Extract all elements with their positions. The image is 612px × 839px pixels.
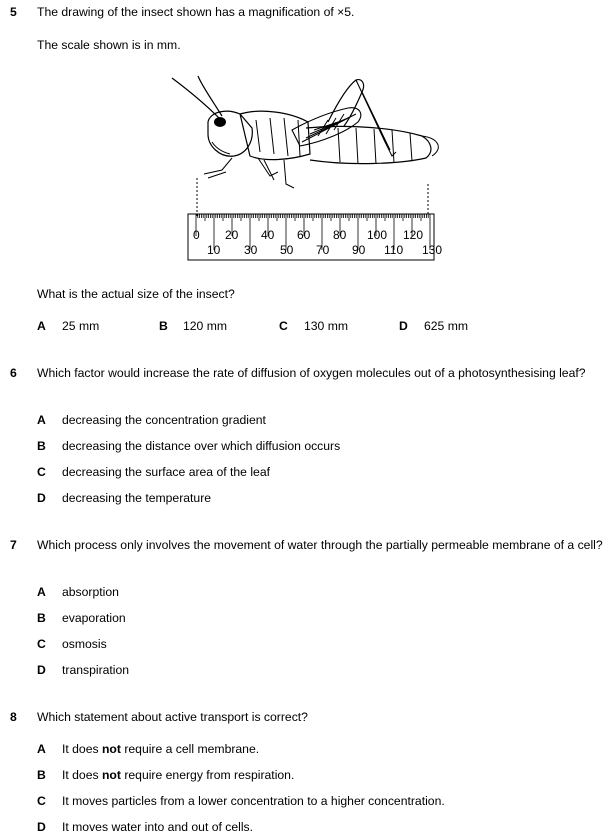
q6-option-c-text[interactable]: decreasing the surface area of the leaf <box>62 465 270 479</box>
ruler-label: 40 <box>261 228 275 242</box>
ruler-label: 10 <box>207 243 221 257</box>
q5-option-b-text[interactable]: 120 mm <box>183 319 228 333</box>
q7-option-b-letter: B <box>37 611 46 625</box>
q7-option-b-text[interactable]: evaporation <box>62 611 126 625</box>
q6-option-b-text[interactable]: decreasing the distance over which diffusion occurs <box>62 439 341 453</box>
question-8-number: 8 <box>10 710 17 724</box>
question-7-stem: Which process only involves the movement of water through the partially permeable membrane of a cell? <box>37 538 603 552</box>
ruler-label: 80 <box>333 228 347 242</box>
q5-option-a-letter: A <box>37 319 46 333</box>
q8-option-a-letter: A <box>37 742 46 756</box>
question-5-number: 5 <box>10 5 17 19</box>
q7-option-d-text[interactable]: transpiration <box>62 663 130 677</box>
question-5-stem-line-2: The scale shown is in mm. <box>37 38 181 52</box>
question-6-number: 6 <box>10 366 17 380</box>
q8-option-b-letter: B <box>37 768 46 782</box>
ruler-label: 0 <box>193 228 200 242</box>
ruler-label: 120 <box>403 228 424 242</box>
q6-option-c-letter: C <box>37 465 46 479</box>
q8-option-d-text[interactable]: It moves water into and out of cells. <box>62 820 254 834</box>
ruler-label: 50 <box>280 243 294 257</box>
ruler-label: 20 <box>225 228 239 242</box>
ruler-label: 70 <box>316 243 330 257</box>
question-8-stem: Which statement about active transport is correct? <box>37 710 308 724</box>
question-5-prompt: What is the actual size of the insect? <box>37 287 235 301</box>
q8-option-c-letter: C <box>37 794 46 808</box>
ruler-label: 100 <box>367 228 388 242</box>
q7-option-c-letter: C <box>37 637 46 651</box>
q8-option-c-text[interactable]: It moves particles from a lower concentration to a higher concentration. <box>62 794 445 808</box>
ruler-label: 110 <box>384 243 404 257</box>
q6-option-b-letter: B <box>37 439 46 453</box>
q7-option-a-text[interactable]: absorption <box>62 585 119 599</box>
ruler-label: 60 <box>297 228 311 242</box>
q6-option-d-letter: D <box>37 491 46 505</box>
q5-option-b-letter: B <box>159 319 168 333</box>
ruler-label: 130 <box>422 243 443 257</box>
q5-option-a-text[interactable]: 25 mm <box>62 319 100 333</box>
q7-option-a-letter: A <box>37 585 46 599</box>
grasshopper-figure <box>160 72 455 264</box>
q7-option-c-text[interactable]: osmosis <box>62 637 107 651</box>
question-5-stem-line-1: The drawing of the insect shown has a magnification of ×5. <box>37 5 355 19</box>
q5-option-c-text[interactable]: 130 mm <box>304 319 349 333</box>
q5-option-d-text[interactable]: 625 mm <box>424 319 469 333</box>
q7-option-d-letter: D <box>37 663 46 677</box>
q8-option-a-text[interactable]: It does not require a cell membrane. <box>62 742 260 756</box>
question-7-number: 7 <box>10 538 17 552</box>
emphasis-not: not <box>101 742 121 756</box>
q6-option-a-letter: A <box>37 413 46 427</box>
q8-option-d-letter: D <box>37 820 46 834</box>
q6-option-a-text[interactable]: decreasing the concentration gradient <box>62 413 266 427</box>
question-6-stem: Which factor would increase the rate of diffusion of oxygen molecules out of a photosynthesising leaf? <box>37 366 586 380</box>
q5-option-d-letter: D <box>399 319 408 333</box>
q6-option-d-text[interactable]: decreasing the temperature <box>62 491 212 505</box>
emphasis-not: not <box>101 768 121 782</box>
q5-option-c-letter: C <box>279 319 288 333</box>
ruler-label: 90 <box>352 243 366 257</box>
ruler-label: 30 <box>244 243 258 257</box>
q8-option-b-text[interactable]: It does not require energy from respiration. <box>62 768 295 782</box>
